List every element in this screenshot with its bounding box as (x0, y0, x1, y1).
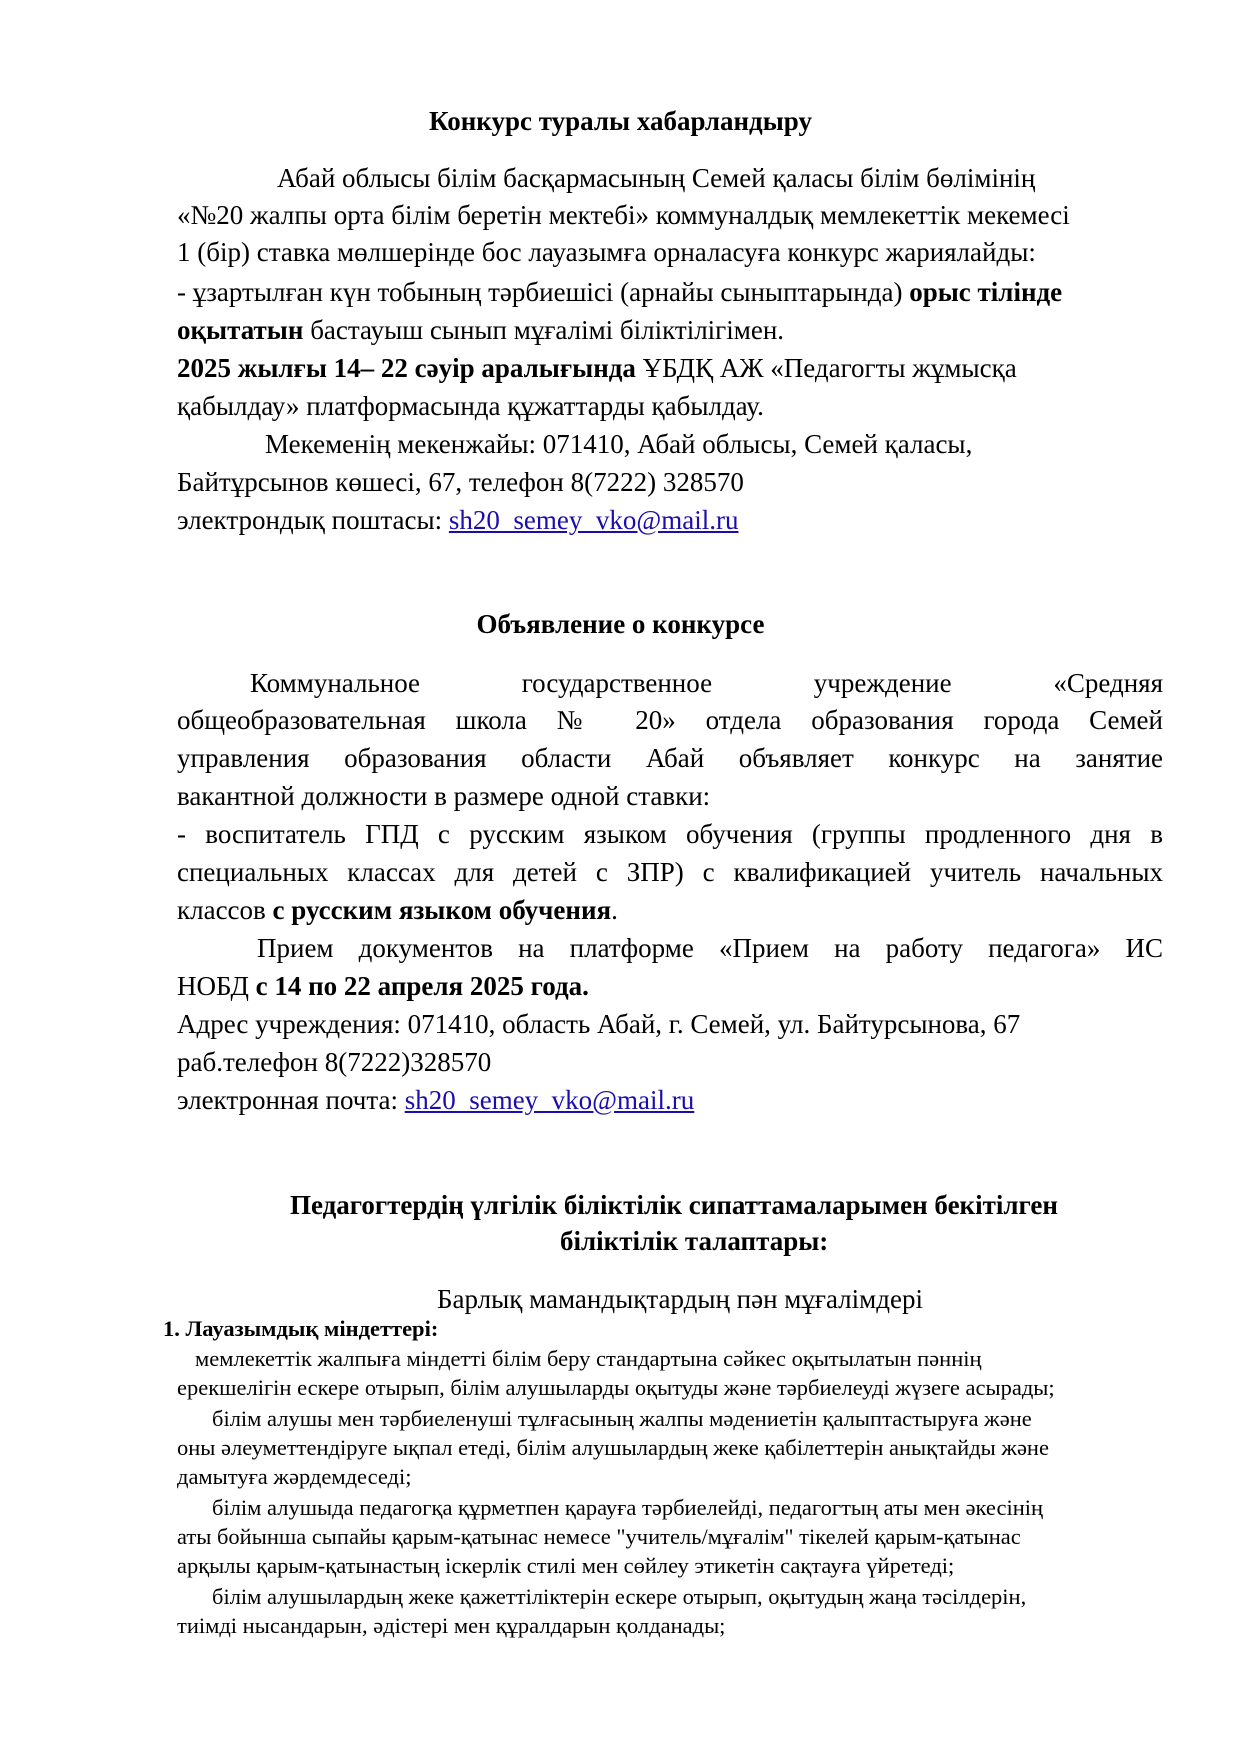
kz-paragraph-1-line-1: Абай облысы білім басқармасының Семей қаласы білім бөлімінің (277, 163, 1036, 193)
duty-line-3: білім алушы мен тәрбиеленуші тұлғасының жалпы мәдениетін қалыптастыруға және (212, 1406, 1032, 1431)
requirements-title-line-1: Педагогтердің үлгілік біліктілік сипаттамаларымен бекітілген (290, 1190, 1058, 1220)
kz-position-line-1 (177, 275, 1062, 309)
kazakh-notice-title: Конкурс туралы хабарландыру (429, 106, 812, 136)
kz-paragraph-1-line-3: 1 (бір) ставка мөлшерінде бос лауазымға орналасуға конкурс жариялайды: (177, 237, 1036, 267)
kz-address-line-2: Байтұрсынов көшесі, 67, телефон 8(7222) 328570 (177, 467, 744, 497)
kz-position-language: орыс тілінде (909, 277, 1063, 307)
kz-dates: 2025 жылғы 14– 22 сәуір аралығында (177, 353, 636, 383)
ru-documents-line-2 (177, 969, 589, 1003)
duty-line-2: ерекшелігін ескере отырып, білім алушыларды оқытуды және тәрбиелеуді жүзеге асырады; (177, 1375, 1055, 1400)
requirements-subtitle: Барлық мамандықтардың пән мұғалімдері (437, 1284, 923, 1314)
ru-position-text: классов (177, 895, 273, 925)
kz-paragraph-1-line-2: «№20 жалпы орта білім беретін мектебі» коммуналдық мемлекеттік мекемесі (177, 200, 1070, 230)
kz-position-line-2 (177, 313, 784, 347)
ru-documents-line-1: Прием документов на платформе «Прием на работу педагога» ИС (257, 933, 1163, 963)
ru-position-language: с русским языком обучения (272, 895, 612, 925)
ru-position-line-1: - воспитатель ГПД с русским языком обучения (группы продленного дня в (177, 819, 1163, 849)
duty-line-5: дамытуға жәрдемдеседі; (177, 1464, 412, 1489)
ru-address: Адрес учреждения: 071410, область Абай, г. Семей, ул. Байтурсынова, 67 (177, 1009, 1021, 1039)
ru-email-line (177, 1083, 694, 1117)
duty-line-1: мемлекеттік жалпыға міндетті білім беру стандартына сәйкес оқытылатын пәннің (195, 1346, 982, 1371)
duty-line-4: оны әлеуметтендіруге ықпал етеді, білім алушылардың жеке қабілеттерін анықтайды және (177, 1435, 1049, 1460)
ru-documents-system: НОБД (177, 971, 256, 1001)
ru-paragraph-1-line-3: управления образования области Абай объявляет конкурс на занятие (177, 743, 1163, 773)
ru-email-link[interactable]: sh20_semey_vko@mail.ru (404, 1085, 695, 1115)
duty-line-9: білім алушылардың жеке қажеттіліктерін ескере отырып, оқытудың жаңа тәсілдерін, (212, 1584, 1027, 1609)
russian-notice-title: Объявление о конкурсе (476, 609, 765, 639)
kz-address-line-1: Мекеменің мекенжайы: 071410, Абай облысы, Семей қаласы, (265, 429, 973, 459)
ru-email-label: электронная почта: (177, 1085, 405, 1115)
duty-line-6: білім алушыда педагогқа құрметпен қарауға тәрбиелейді, педагогтың аты мен әкесінің (212, 1495, 1044, 1520)
duty-line-8: арқылы қарым-қатынастың іскерлік стилі мен сөйлеу этикетін сақтауға үйретеді; (177, 1553, 955, 1578)
ru-position-line-2: специальных классах для детей с ЗПР) с квалификацией учитель начальных (177, 857, 1163, 887)
ru-dates: с 14 по 22 апреля 2025 года. (255, 971, 589, 1001)
kz-email-link[interactable]: sh20_semey_vko@mail.ru (448, 505, 739, 535)
kz-platform: ҰБДҚ АЖ «Педагогты жұмысқа (635, 353, 1017, 383)
kz-dates-line-2: қабылдау» платформасында құжаттарды қабылдау. (177, 391, 764, 421)
duty-line-7: аты бойынша сыпайы қарым-қатынас немесе "учитель/мұғалім" тікелей қарым-қатынас (177, 1524, 1021, 1549)
ru-position-line-3 (177, 893, 618, 927)
ru-phone: раб.телефон 8(7222)328570 (177, 1047, 492, 1077)
section-duties-heading: 1. Лауазымдық міндеттері: (163, 1316, 439, 1341)
ru-paragraph-1-line-4: вакантной должности в размере одной ставки: (177, 781, 711, 811)
kz-position-language-cont: оқытатын (177, 315, 304, 345)
ru-paragraph-1-line-1: Коммунальное государственное учреждение «Средняя (250, 668, 1163, 698)
kz-position-qualification: бастауыш сынып мұғалімі біліктілігімен. (303, 315, 785, 345)
requirements-title-line-2: біліктілік талаптары: (560, 1226, 829, 1256)
ru-position-period: . (611, 895, 618, 925)
kz-email-line (177, 503, 738, 537)
ru-paragraph-1-line-2: общеобразовательная школа № 20» отдела образования города Семей (177, 705, 1163, 735)
kz-dates-line-1 (177, 351, 1017, 385)
kz-email-label: электрондық поштасы: (177, 505, 449, 535)
kz-position-text: - ұзартылған күн тобының тәрбиешісі (арнайы сыныптарында) (177, 277, 910, 307)
duty-line-10: тиімді нысандарын, әдістері мен құралдарын қолданады; (177, 1613, 726, 1638)
